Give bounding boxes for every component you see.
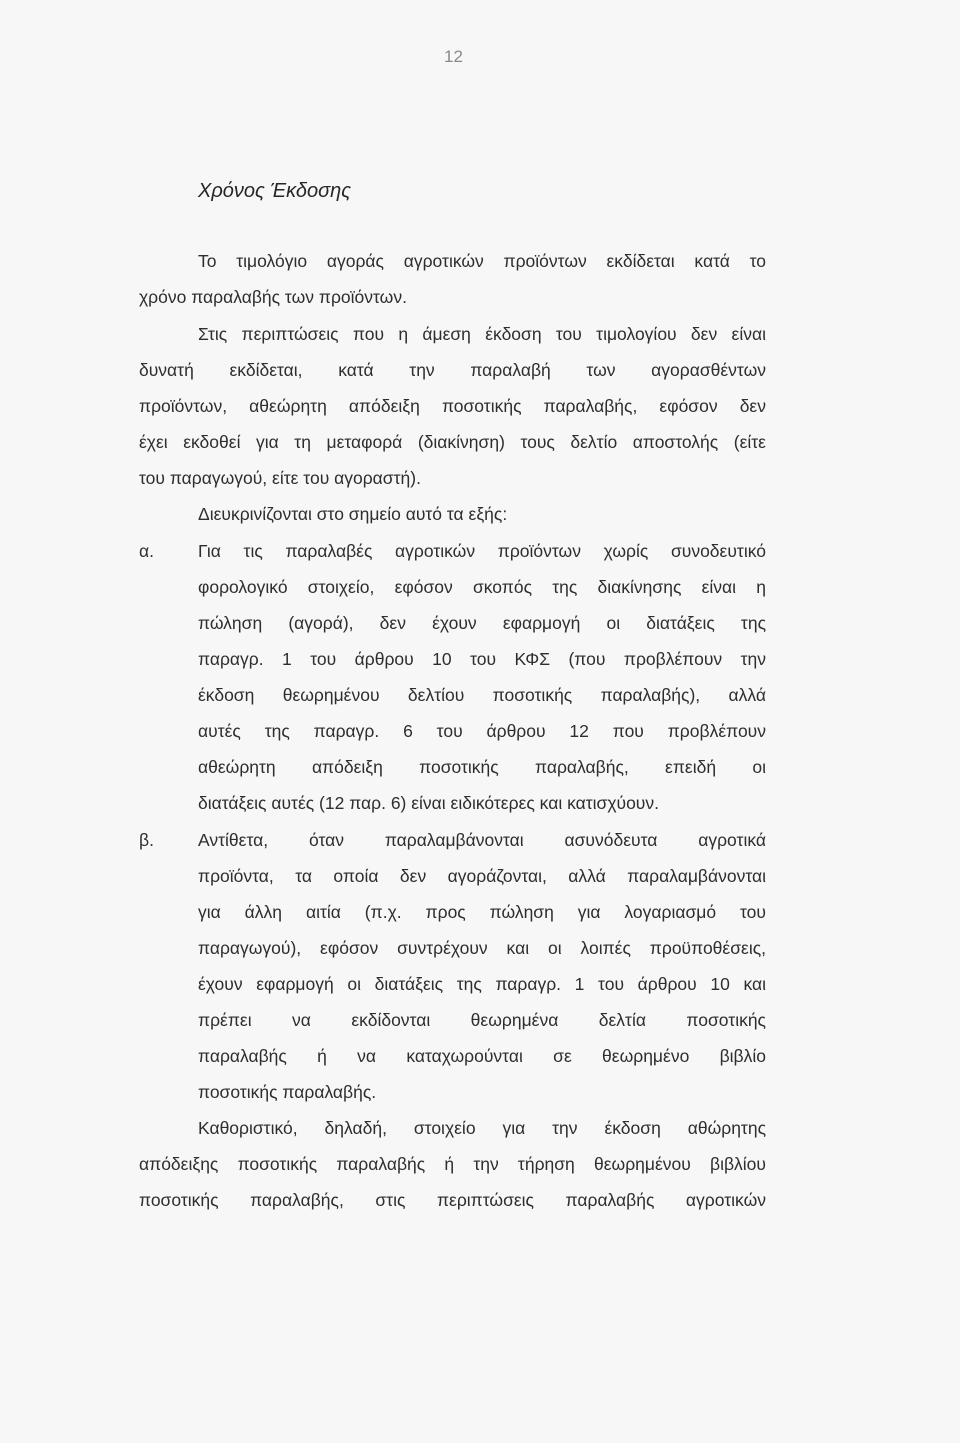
item-b-line-2: προϊόντα, τα οποία δεν αγοράζονται, αλλά παραλαμβάνονται: [198, 866, 766, 886]
paragraph2-line-2: δυνατή εκδίδεται, κατά την παραλαβή των αγορασθέντων: [139, 360, 766, 380]
paragraph2-line-4: έχει εκδοθεί για τη μεταφορά (διακίνηση) τους δελτίο αποστολής (είτε: [139, 432, 766, 452]
paragraph1-line-2: χρόνο παραλαβής των προϊόντων.: [139, 287, 407, 307]
item-a-line-8: διατάξεις αυτές (12 παρ. 6) είναι ειδικότερες και κατισχύουν.: [198, 793, 659, 813]
paragraph3-line-3: ποσοτικής παραλαβής, στις περιπτώσεις παραλαβής αγροτικών: [139, 1190, 766, 1210]
paragraph2-line-1: Στις περιπτώσεις που η άμεση έκδοση του τιμολογίου δεν είναι: [198, 324, 766, 344]
section-title: Χρόνος Έκδοσης: [198, 180, 351, 202]
item-a-line-2: φορολογικό στοιχείο, εφόσον σκοπός της διακίνησης είναι η: [198, 577, 766, 597]
item-a-line-7: αθεώρητη απόδειξη ποσοτικής παραλαβής, επειδή οι: [198, 757, 766, 777]
item-b-line-1: Αντίθετα, όταν παραλαμβάνονται ασυνόδευτα αγροτικά: [198, 830, 766, 850]
item-b-line-7: παραλαβής ή να καταχωρούνται σε θεωρημένο βιβλίο: [198, 1046, 766, 1066]
item-b-line-8: ποσοτικής παραλαβής.: [198, 1082, 377, 1102]
item-a-line-1: Για τις παραλαβές αγροτικών προϊόντων χωρίς συνοδευτικό: [198, 541, 766, 561]
paragraph1-line-1: Το τιμολόγιο αγοράς αγροτικών προϊόντων εκδίδεται κατά το: [198, 251, 766, 271]
item-b-line-3: για άλλη αιτία (π.χ. προς πώληση για λογαριασμό του: [198, 902, 766, 922]
item-a-line-4: παραγρ. 1 του άρθρου 10 του ΚΦΣ (που προβλέπουν την: [198, 649, 766, 669]
item-a-line-3: πώληση (αγορά), δεν έχουν εφαρμογή οι διατάξεις της: [198, 613, 766, 633]
item-b-line-6: πρέπει να εκδίδονται θεωρημένα δελτία ποσοτικής: [198, 1010, 766, 1030]
paragraph3-line-2: απόδειξης ποσοτικής παραλαβής ή την τήρηση θεωρημένου βιβλίου: [139, 1154, 766, 1174]
paragraph3-line-1: Καθοριστικό, δηλαδή, στοιχείο για την έκδοση αθώρητης: [198, 1118, 766, 1138]
paragraph2-line-5: του παραγωγού, είτε του αγοραστή).: [139, 468, 421, 488]
item-b-line-4: παραγωγού), εφόσον συντρέχουν και οι λοιπές προϋποθέσεις,: [198, 938, 766, 958]
item-a-line-6: αυτές της παραγρ. 6 του άρθρου 12 που προβλέπουν: [198, 721, 766, 741]
clarification-intro: Διευκρινίζονται στο σημείο αυτό τα εξής:: [198, 504, 508, 524]
page-number: 12: [444, 47, 463, 66]
item-b-marker: β.: [139, 830, 154, 850]
paragraph2-line-3: προϊόντων, αθεώρητη απόδειξη ποσοτικής παραλαβής, εφόσον δεν: [139, 396, 766, 416]
item-a-marker: α.: [139, 541, 154, 561]
item-a-line-5: έκδοση θεωρημένου δελτίου ποσοτικής παραλαβής), αλλά: [198, 685, 766, 705]
item-b-line-5: έχουν εφαρμογή οι διατάξεις της παραγρ. 1 του άρθρου 10 και: [198, 974, 766, 994]
